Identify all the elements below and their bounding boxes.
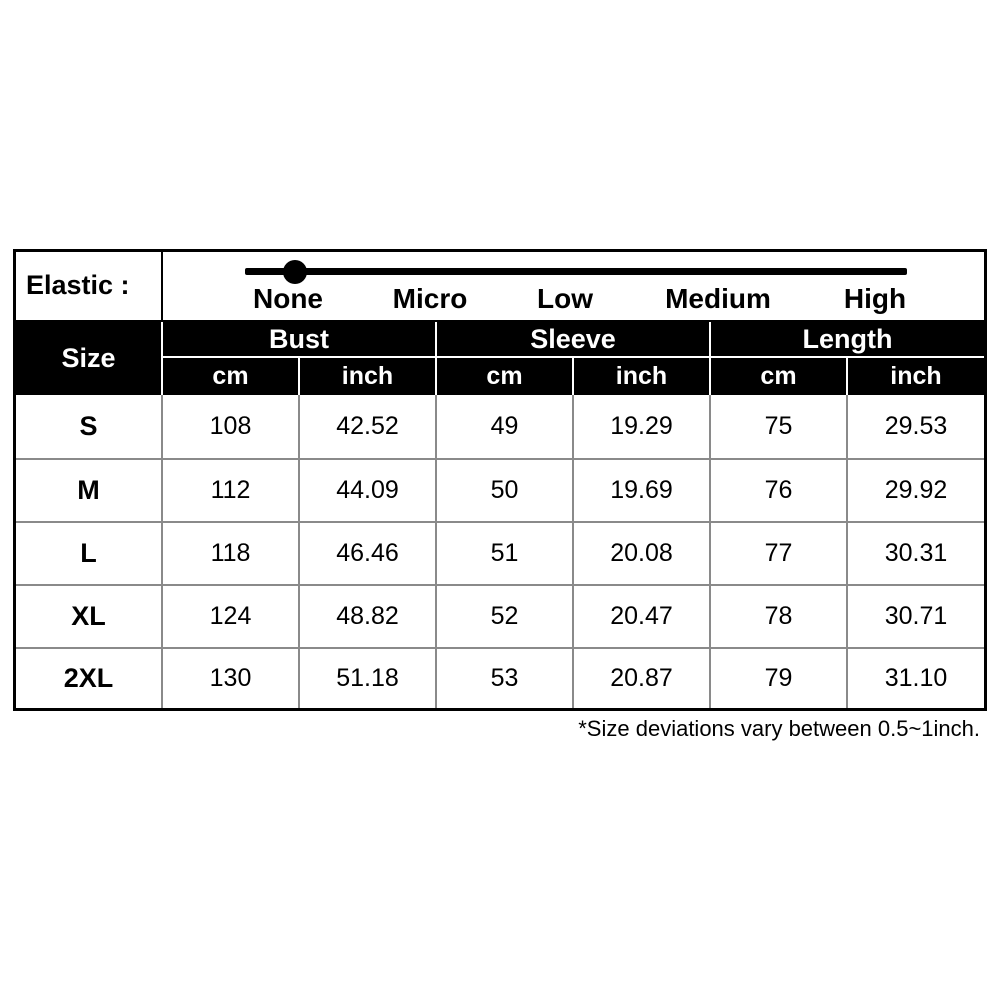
sleeve-group-header: Sleeve: [437, 321, 709, 356]
elastic-scale-marker: [283, 260, 307, 284]
size-label-m: M: [77, 475, 100, 505]
length-inch-s: 29.53: [884, 412, 948, 440]
elastic-scale-bar: [245, 268, 907, 275]
bust-cm-header: cm: [163, 358, 298, 395]
sleeve-inch-2xl: 20.87: [610, 664, 673, 692]
length-inch-header: inch: [848, 358, 984, 395]
bust-inch-m: 44.09: [336, 476, 399, 504]
length-inch-xl: 30.71: [884, 602, 948, 630]
length-cm-header: cm: [711, 358, 846, 395]
length-cm-l: 77: [764, 539, 793, 567]
sleeve-cm-s: 49: [490, 412, 519, 440]
length-group-header: Length: [711, 321, 984, 356]
elastic-level-none: None: [253, 283, 323, 314]
elastic-level-low: Low: [537, 283, 593, 314]
sleeve-inch-s: 19.29: [610, 412, 673, 440]
length-inch-2xl: 31.10: [884, 664, 948, 692]
bust-inch-header: inch: [300, 358, 435, 395]
bust-inch-s: 42.52: [336, 412, 399, 440]
sleeve-cm-header: cm: [437, 358, 572, 395]
sleeve-inch-l: 20.08: [610, 539, 673, 567]
size-label-2xl: 2XL: [63, 663, 114, 693]
length-inch-l: 30.31: [884, 539, 948, 567]
bust-cm-s: 108: [209, 412, 252, 440]
elastic-divider: [161, 252, 163, 321]
elastic-level-medium: Medium: [665, 283, 771, 314]
size-label-xl: XL: [71, 601, 106, 631]
length-cm-s: 75: [764, 412, 793, 440]
size-label-s: S: [79, 411, 98, 441]
sleeve-cm-m: 50: [490, 476, 519, 504]
bust-cm-m: 112: [210, 476, 251, 504]
bust-cm-xl: 124: [209, 602, 252, 630]
size-column-header: Size: [16, 321, 161, 395]
length-cm-xl: 78: [764, 602, 793, 630]
elastic-level-micro: Micro: [392, 283, 468, 314]
size-label-l: L: [80, 538, 97, 568]
bust-group-header: Bust: [163, 321, 435, 356]
sleeve-cm-2xl: 53: [490, 664, 519, 692]
bust-inch-xl: 48.82: [336, 602, 399, 630]
bust-inch-l: 46.46: [336, 539, 399, 567]
sleeve-inch-xl: 20.47: [610, 602, 673, 630]
sleeve-cm-xl: 52: [490, 602, 519, 630]
size-deviation-note: *Size deviations vary between 0.5~1inch.: [578, 716, 980, 741]
elastic-label: Elastic :: [26, 270, 130, 300]
size-chart: [13, 249, 987, 711]
sleeve-inch-m: 19.69: [610, 476, 673, 504]
sleeve-cm-l: 51: [490, 539, 519, 567]
bust-cm-2xl: 130: [209, 664, 252, 692]
bust-inch-2xl: 51.18: [336, 664, 399, 692]
elastic-level-high: High: [843, 283, 907, 314]
length-inch-m: 29.92: [884, 476, 948, 504]
bust-cm-l: 118: [210, 539, 251, 567]
length-cm-m: 76: [764, 476, 793, 504]
sleeve-inch-header: inch: [574, 358, 709, 395]
length-cm-2xl: 79: [764, 664, 793, 692]
